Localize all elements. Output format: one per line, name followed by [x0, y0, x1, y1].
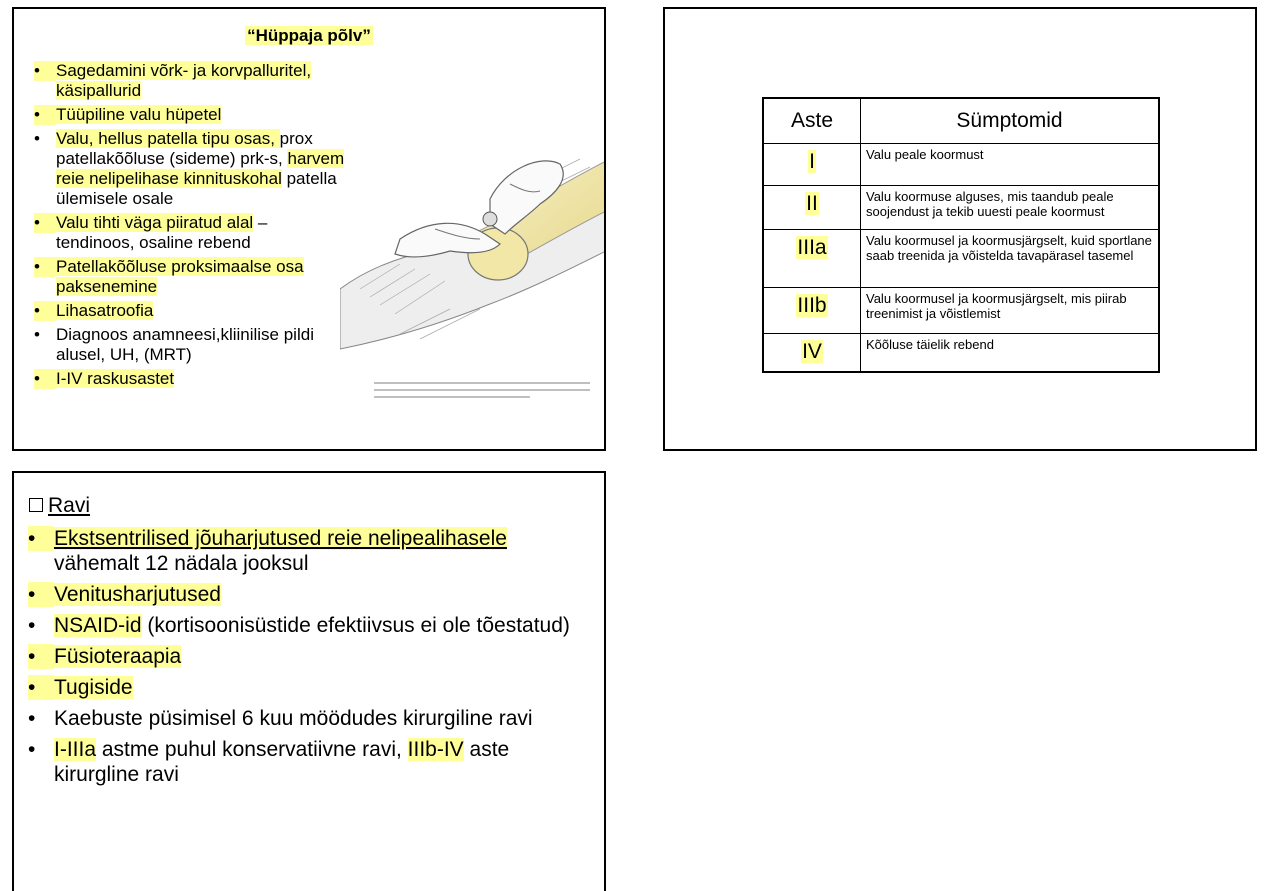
list-item	[30, 105, 350, 125]
bullet-icon: •	[28, 707, 36, 730]
knee-examination-illustration	[340, 139, 606, 389]
checkbox-square-icon	[29, 498, 43, 512]
grade-label: IIIa	[797, 236, 827, 259]
grade-cell	[763, 288, 861, 334]
symptom-cell: Valu koormuse alguses, mis taandub peale soojendust ja tekib uuesti peale koormust	[861, 186, 1160, 230]
table-row	[763, 288, 1159, 334]
bullet-icon: •	[34, 325, 40, 344]
list-item-text: Valu tihti väga piiratud alal	[56, 213, 254, 232]
symptom-cell: Valu koormusel ja koormusjärgselt, mis piirab treenimist ja võistlemist	[861, 288, 1160, 334]
bullet-icon: •	[28, 675, 54, 700]
bullet-icon: •	[34, 257, 56, 277]
list-item	[28, 613, 588, 638]
slide-treatment	[12, 471, 606, 891]
symptom-cell: Valu peale koormust	[861, 144, 1160, 186]
symptom-cell: Kõõluse täielik rebend	[861, 334, 1160, 372]
slide-jumpers-knee	[12, 7, 606, 451]
bullet-icon: •	[34, 301, 56, 321]
list-item	[30, 369, 350, 389]
list-item	[30, 213, 350, 253]
list-item-text: Patellakõõluse proksimaalse osa paksenemine	[56, 257, 304, 296]
list-item-text: I-IIIa	[54, 738, 97, 761]
list-item-text: vähemalt 12 nädala jooksul	[54, 552, 309, 575]
list-item	[28, 706, 588, 731]
grade-label: IV	[802, 340, 822, 363]
list-item-text: Kaebuste püsimisel 6 kuu möödudes kirurgiline ravi	[54, 707, 533, 730]
list-item	[30, 325, 350, 365]
bullet-icon: •	[28, 614, 36, 637]
bullet-icon: •	[34, 105, 56, 125]
list-item-text: patella ülemisele osale	[56, 169, 337, 208]
list-item-text: Sagedamini võrk- ja korvpalluritel, käsipallurid	[56, 61, 312, 100]
list-item-text: Valu, hellus patella tipu osas,	[56, 129, 280, 148]
list-item-text: IIIb-IV	[407, 738, 464, 761]
treatment-list	[28, 526, 588, 793]
list-item-text: Tugiside	[54, 676, 133, 699]
bullet-icon: •	[34, 369, 56, 389]
grade-label: II	[806, 192, 818, 215]
bullet-icon: •	[34, 129, 40, 148]
bullet-icon: •	[34, 61, 56, 81]
list-item-text: (kortisoonisüstide efektiivsus ei ole tõestatud)	[141, 614, 570, 637]
table-row	[763, 144, 1159, 186]
column-header-grade: Aste	[763, 98, 861, 144]
list-item-text: Lihasatroofia	[56, 301, 154, 320]
treatment-heading: Ravi	[29, 494, 90, 518]
list-item-text: aste kirurgline ravi	[54, 738, 510, 786]
bullet-icon: •	[34, 213, 56, 233]
symptom-cell: Valu koormusel ja koormusjärgselt, kuid sportlane saab treenida ja võistelda tavapärasel tasemel	[861, 230, 1160, 288]
bullet-icon: •	[28, 738, 36, 761]
list-item	[28, 582, 588, 607]
list-item-text: prox patellakõõluse (sideme) prk-s,	[56, 129, 313, 168]
list-item-text: Venitusharjutused	[54, 583, 221, 606]
table-row	[763, 186, 1159, 230]
list-item	[30, 301, 350, 321]
symptom-list	[30, 61, 350, 393]
table-row	[763, 230, 1159, 288]
list-item-text: I-IV raskusastet	[56, 369, 175, 388]
list-item-text: astme puhul konservatiivne ravi,	[96, 738, 408, 761]
list-item	[28, 644, 588, 669]
list-item	[30, 61, 350, 101]
grade-cell	[763, 144, 861, 186]
grade-cell	[763, 230, 861, 288]
grade-label: I	[809, 150, 815, 173]
grade-cell	[763, 186, 861, 230]
illustration-caption-text	[370, 379, 596, 403]
list-item-text: NSAID-id	[54, 614, 142, 637]
grade-cell	[763, 334, 861, 372]
bullet-icon: •	[28, 644, 54, 669]
table-header-row	[763, 98, 1159, 144]
list-item	[28, 526, 588, 576]
grade-label: IIIb	[797, 294, 827, 317]
list-item	[30, 257, 350, 297]
list-item-text: Füsioteraapia	[54, 645, 182, 668]
bullet-icon: •	[28, 526, 54, 551]
bullet-icon: •	[28, 582, 54, 607]
list-item	[28, 737, 588, 787]
list-item	[30, 129, 350, 209]
list-item-text: – tendinoos, osaline rebend	[56, 213, 268, 252]
list-item	[28, 675, 588, 700]
slide-grade-table	[663, 7, 1257, 451]
list-item-text: harvem reie nelipelihase kinnituskohal	[56, 149, 345, 188]
slide-title: “Hüppaja põlv”	[247, 26, 371, 45]
column-header-symptoms: Sümptomid	[861, 98, 1160, 144]
list-item-text: Diagnoos anamneesi,kliinilise pildi alusel, UH, (MRT)	[56, 325, 314, 364]
table-row	[763, 334, 1159, 372]
grade-symptom-table	[762, 97, 1160, 373]
list-item-text: Ekstsentrilised jõuharjutused reie nelipealihasele	[54, 527, 507, 550]
list-item-text: Tüüpiline valu hüpetel	[56, 105, 222, 124]
